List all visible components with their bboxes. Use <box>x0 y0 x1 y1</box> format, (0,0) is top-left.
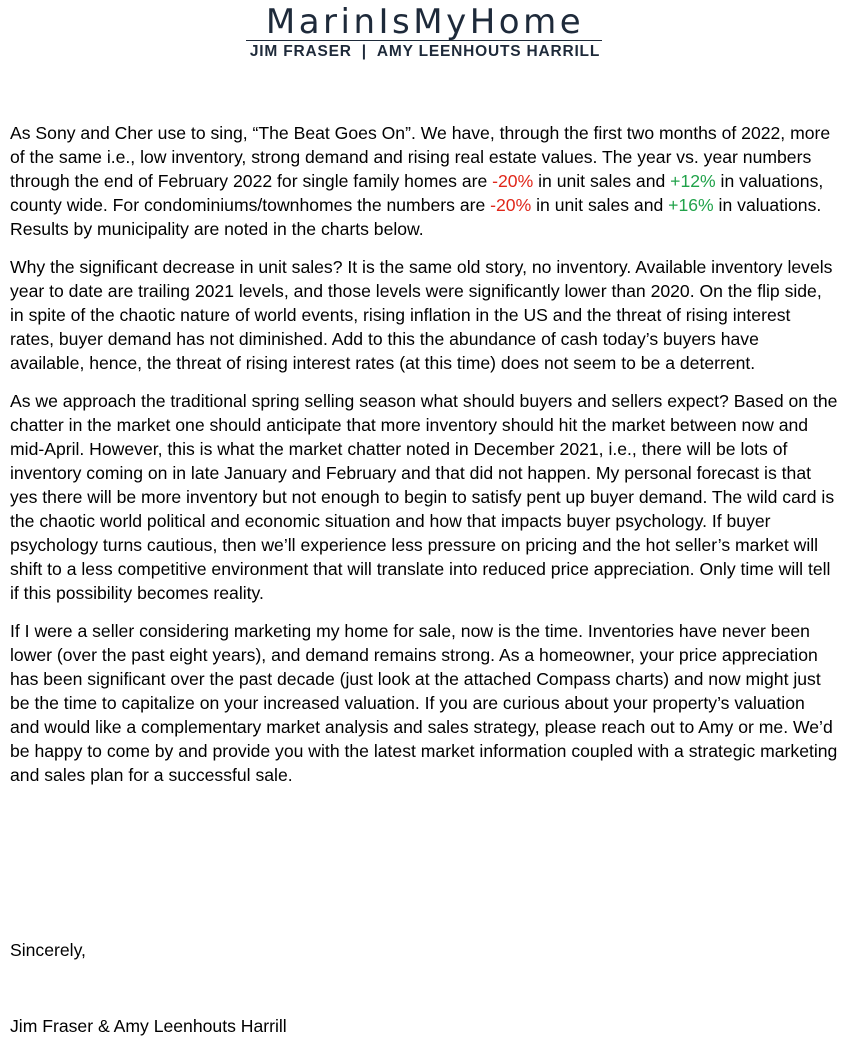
paragraph-intro <box>10 121 838 241</box>
agent-name-2: AMY LEENHOUTS HARRILL <box>376 43 601 60</box>
agent-names <box>0 42 850 62</box>
condo-unit-sales-change: -20% <box>490 195 532 215</box>
agent-separator: | <box>361 43 367 60</box>
letter-body <box>10 121 838 801</box>
paragraph-text: in unit sales and <box>533 171 671 191</box>
paragraph-text: As Sony and Cher use to sing, “The Beat Goes On”. We have, through the first two months of 2022, more of the same i.e., low inventory, strong demand and rising real estate values. The year vs. year numbers through the end of February 2022 for single family homes are <box>10 123 831 191</box>
sfr-unit-sales-change: -20% <box>492 171 534 191</box>
paragraph-text: in valuations. Results by municipality are noted in the charts below. <box>10 195 822 239</box>
agent-name-1: JIM FRASER <box>249 43 352 60</box>
brand-logo: MarinIsMyHome <box>265 2 585 42</box>
paragraph-text: in unit sales and <box>531 195 669 215</box>
paragraph-inventory: Why the significant decrease in unit sales? It is the same old story, no inventory. Available inventory levels year to date are trailing 2021 levels, and those levels were significantly lower than 2020. On the flip side, in spite of the chaotic nature of world events, rising inflation in the US and the threat of rising interest rates, buyer demand has not diminished. Add to this the abundance of cash today’s buyers have available, hence, the threat of rising interest rates (at this time) does not seem to be a deterrent. <box>10 257 833 373</box>
condo-valuation-change: +16% <box>668 195 714 215</box>
closing-salutation: Sincerely, <box>10 940 86 960</box>
sfr-valuation-change: +12% <box>670 171 716 191</box>
paragraph-text: in valuations, county wide. For condominiums/townhomes the numbers are <box>10 171 824 215</box>
signature: Jim Fraser & Amy Leenhouts Harrill <box>10 1016 287 1036</box>
logo-divider <box>246 40 602 41</box>
paragraph-seller-advice: If I were a seller considering marketing my home for sale, now is the time. Inventories have never been lower (over the past eight years), and demand remains strong. As a homeowner, your price appreciation has been significant over the past decade (just look at the attached Compass charts) and now might just be the time to capitalize on your increased valuation. If you are curious about your property’s valuation and would like a complementary market analysis and sales strategy, please reach out to Amy or me. We’d be happy to come by and provide you with the latest market information coupled with a strategic marketing and sales plan for a successful sale. <box>10 621 838 785</box>
paragraph-forecast: As we approach the traditional spring selling season what should buyers and sellers expect? Based on the chatter in the market one should anticipate that more inventory should hit the market between now and mid-April. However, this is what the market chatter noted in December 2021, i.e., there will be lots of inventory coming on in late January and February and that did not happen. My personal forecast is that yes there will be more inventory but not enough to begin to satisfy pent up buyer demand. The wild card is the chaotic world political and economic situation and how that impacts buyer psychology. If buyer psychology turns cautious, then we’ll experience less pressure on pricing and the hot seller’s market will shift to a less competitive environment that will translate into reduced price appreciation. Only time will tell if this possibility becomes reality. <box>10 391 838 603</box>
